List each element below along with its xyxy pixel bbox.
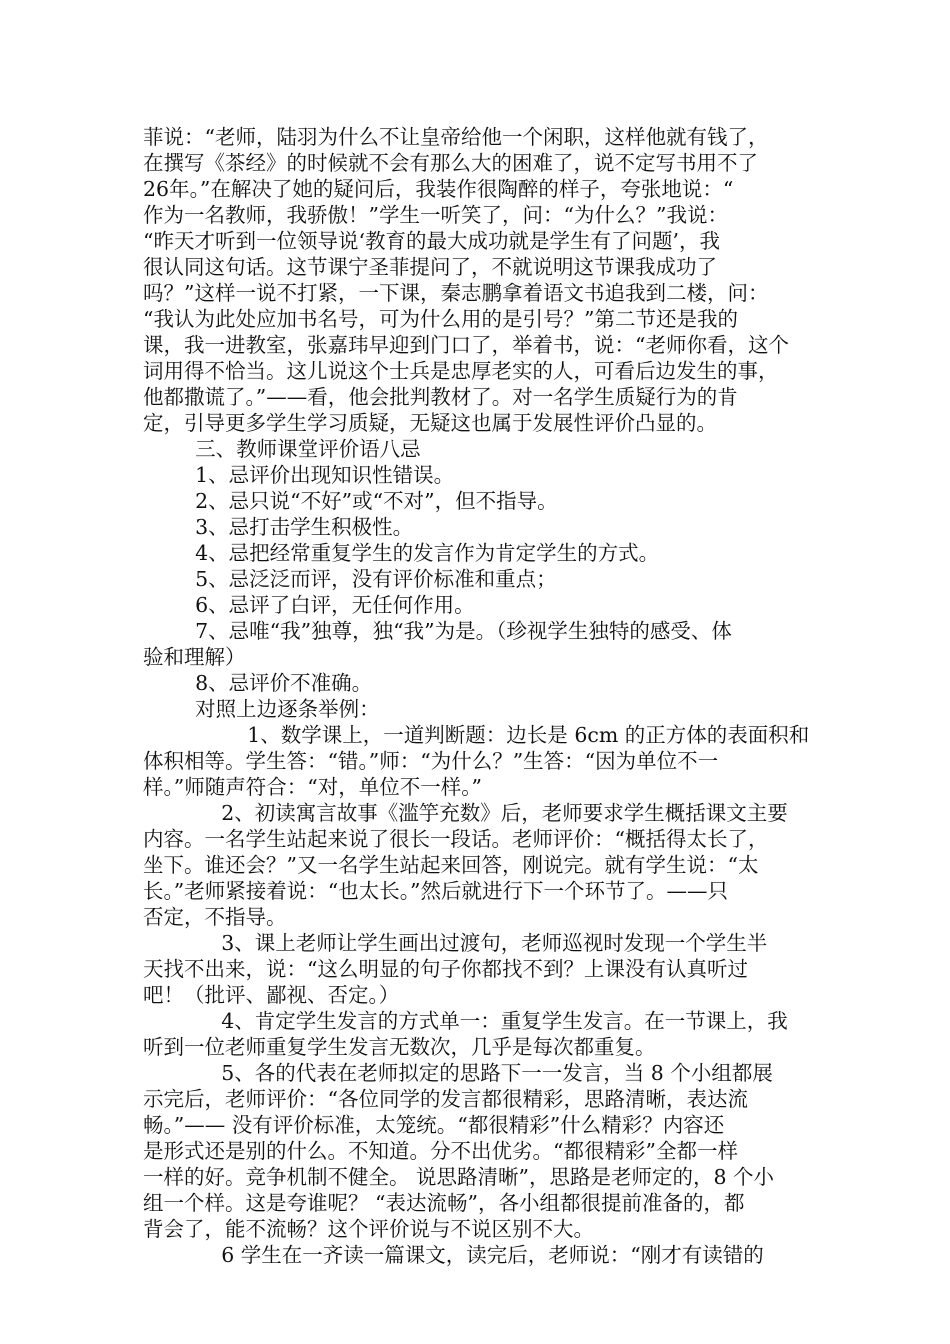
paragraph-line: 4、肯定学生发言的方式单一：重复学生发言。在一节课上，我: [143, 1009, 788, 1033]
paragraph-line: 是形式还是别的什么。不知道。分不出优劣。“都很精彩”全都一样: [143, 1139, 738, 1163]
paragraph-line: 背会了，能不流畅？这个评价说与不说区别不大。: [143, 1217, 594, 1241]
paragraph-line: 验和理解）: [143, 645, 246, 669]
paragraph-line: 课，我一进教室，张嘉玮早迎到门口了，举着书，说：“老师你看，这个: [143, 333, 789, 357]
paragraph-line: 作为一名教师，我骄傲！”学生一听笑了，问：“为什么？”我说：: [143, 203, 728, 227]
paragraph-line: 26年。”在解决了她的疑问后，我装作很陶醉的样子，夸张地说：“: [143, 177, 734, 201]
paragraph-line: 示完后，老师评价：“各位同学的发言都很精彩，思路清晰，表达流: [143, 1087, 748, 1111]
paragraph-line: 3、忌打击学生积极性。: [143, 515, 414, 539]
paragraph-line: 他都撒谎了。”——看，他会批判教材了。对一名学生质疑行为的肯: [143, 385, 738, 409]
paragraph-line: 对照上边逐条举例：: [143, 697, 380, 721]
paragraph-line: 定，引导更多学生学习质疑，无疑这也属于发展性评价凸显的。: [143, 411, 717, 435]
paragraph-line: 2、初读寓言故事《滥竽充数》后，老师要求学生概括课文主要: [143, 801, 788, 825]
paragraph-line: 6 学生在一齐读一篇课文，读完后，老师说：“刚才有读错的: [143, 1243, 764, 1267]
paragraph-line: 菲说：“老师，陆羽为什么不让皇帝给他一个闲职，这样他就有钱了，: [143, 125, 769, 149]
paragraph-line: 5、各的代表在老师拟定的思路下一一发言，当 8 个小组都展: [143, 1061, 773, 1085]
paragraph-line: 在撰写《茶经》的时候就不会有那么大的困难了，说不定写书用不了: [143, 151, 758, 175]
paragraph-line: 畅。”—— 没有评价标准，太笼统。“都很精彩”什么精彩？内容还: [143, 1113, 725, 1137]
paragraph-line: 体积相等。学生答：“错。”师：“为什么？”生答：“因为单位不一: [143, 749, 719, 773]
paragraph-line: 天找不出来，说：“这么明显的句子你都找不到？上课没有认真听过: [143, 957, 748, 981]
paragraph-line: 长。”老师紧接着说：“也太长。”然后就进行下一个环节了。——只: [143, 879, 728, 903]
paragraph-line: 样。”师随声符合：“对，单位不一样。”: [143, 775, 482, 799]
paragraph-line: 3、课上老师让学生画出过渡句，老师巡视时发现一个学生半: [143, 931, 768, 955]
paragraph-line: 7、忌唯“我”独尊，独“我”为是。（珍视学生独特的感受、体: [143, 619, 732, 643]
paragraph-line: 三、教师课堂评价语八忌: [143, 437, 421, 461]
paragraph-line: 否定，不指导。: [143, 905, 287, 929]
paragraph-line: 坐下。谁还会？”又一名学生站起来回答，刚说完。就有学生说：“太: [143, 853, 759, 877]
paragraph-line: 内容。一名学生站起来说了很长一段话。老师评价：“概括得太长了，: [143, 827, 769, 851]
paragraph-line: 吗？”这样一说不打紧，一下课，秦志鹏拿着语文书追我到二楼，问：: [143, 281, 769, 305]
paragraph-line: 8、忌评价不准确。: [143, 671, 373, 695]
paragraph-line: 5、忌泛泛而评，没有评价标准和重点；: [143, 567, 557, 591]
paragraph-line: 一样的好。竞争机制不健全。 说思路清晰”，思路是老师定的，8 个小: [143, 1165, 775, 1189]
paragraph-line: 4、忌把经常重复学生的发言作为肯定学生的方式。: [143, 541, 660, 565]
paragraph-line: 1、数学课上，一道判断题：边长是 6cm 的正方体的表面积和: [143, 723, 810, 747]
paragraph-line: 很认同这句话。这节课宁圣菲提问了，不就说明这节课我成功了: [143, 255, 717, 279]
paragraph-line: 6、忌评了白评，无任何作用。: [143, 593, 475, 617]
paragraph-line: 听到一位老师重复学生发言无数次，几乎是每次都重复。: [143, 1035, 656, 1059]
paragraph-line: 组一个样。这是夸谁呢？ “表达流畅”，各小组都很提前准备的，都: [143, 1191, 745, 1215]
paragraph-line: 词用得不恰当。这儿说这个士兵是忠厚老实的人，可看后边发生的事，: [143, 359, 779, 383]
paragraph-line: 1、忌评价出现知识性错误。: [143, 463, 455, 487]
paragraph-line: “昨天才听到一位领导说‘教育的最大成功就是学生有了问题’，我: [143, 229, 721, 253]
paragraph-line: “我认为此处应加书名号，可为什么用的是引号？”第二节还是我的: [143, 307, 738, 331]
paragraph-line: 2、忌只说“不好”或“不对”，但不指导。: [143, 489, 558, 513]
paragraph-line: 吧！（批评、鄙视、否定。）: [143, 983, 400, 1007]
